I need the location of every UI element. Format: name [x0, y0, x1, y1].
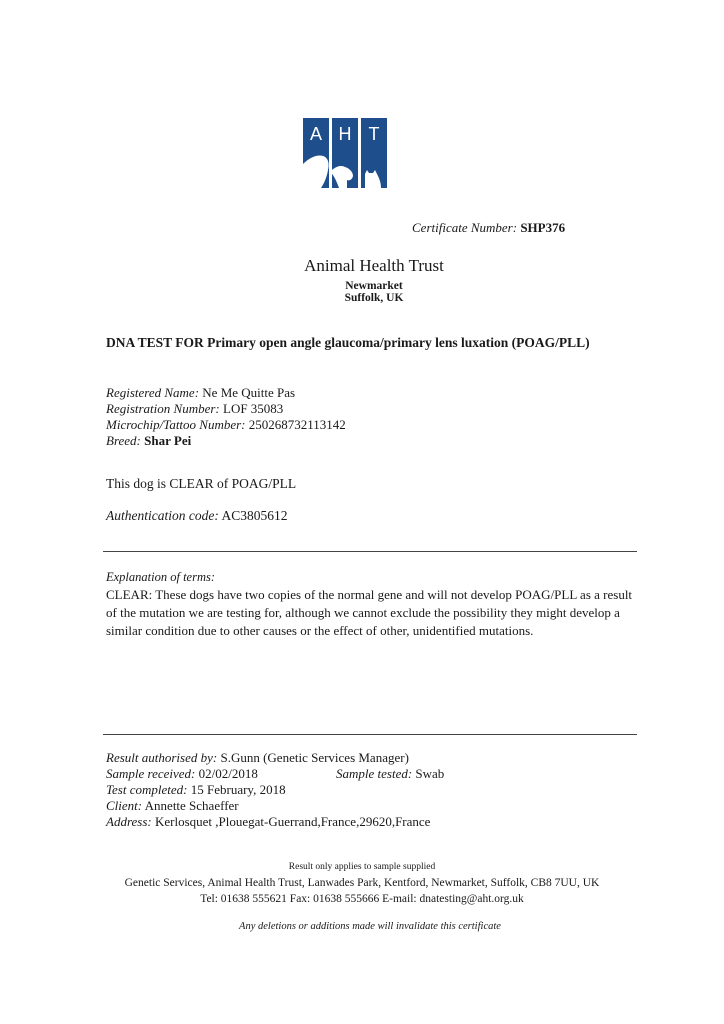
- logo-letter-a: A: [309, 124, 323, 144]
- disclaimer: Any deletions or additions made will invalidate this certificate: [239, 921, 501, 932]
- registered-name-label: Registered Name:: [106, 385, 200, 400]
- test-details: [106, 750, 445, 830]
- footer: [0, 859, 724, 907]
- client-value: Annette Schaeffer: [144, 798, 239, 813]
- organization-region: Suffolk, UK: [344, 292, 404, 304]
- microchip-value: 250268732113142: [248, 417, 346, 432]
- registration-number-value: LOF 35083: [223, 401, 284, 416]
- microchip-row: [106, 417, 346, 433]
- address-label: Address:: [106, 814, 152, 829]
- test-completed-value: 15 February, 2018: [190, 782, 286, 797]
- authorised-row: [106, 750, 430, 766]
- dog-info: [106, 385, 346, 449]
- sample-tested-label: Sample tested:: [336, 766, 413, 781]
- certificate-number-value: SHP376: [520, 220, 566, 235]
- authentication-code: [106, 508, 288, 524]
- registration-number-label: Registration Number:: [106, 401, 220, 416]
- authorised-label: Result authorised by:: [106, 750, 218, 765]
- test-prefix: DNA TEST FOR: [106, 335, 204, 350]
- sample-received-label: Sample received:: [106, 766, 196, 781]
- organization-location: [0, 280, 724, 304]
- registered-name-row: [106, 385, 346, 401]
- divider: [103, 551, 637, 552]
- sample-tested: [336, 766, 444, 782]
- explanation-of-terms: [106, 568, 641, 640]
- test-title: [106, 335, 590, 351]
- footer-contact: Tel: 01638 555621 Fax: 01638 555666 E-mail: dnatesting@aht.org.uk: [200, 893, 524, 905]
- organization-name: Animal Health Trust: [304, 256, 444, 275]
- client-row: [106, 798, 430, 814]
- breed-row: [106, 433, 346, 449]
- logo-letter-t: T: [368, 124, 380, 144]
- explanation-label: Explanation of terms:: [106, 570, 216, 584]
- aht-logo: [303, 118, 387, 188]
- sample-received-value: 02/02/2018: [198, 766, 258, 781]
- sample-row: [106, 766, 445, 782]
- authentication-code-label: Authentication code:: [106, 508, 219, 523]
- test-completed-label: Test completed:: [106, 782, 188, 797]
- footer-note: Result only applies to sample supplied: [288, 862, 436, 872]
- logo-letter-h: H: [338, 124, 352, 144]
- authorised-value: S.Gunn (Genetic Services Manager): [220, 750, 409, 765]
- breed-value: Shar Pei: [144, 433, 192, 448]
- microchip-label: Microchip/Tattoo Number:: [106, 417, 246, 432]
- result-statement: This dog is CLEAR of POAG/PLL: [106, 476, 297, 491]
- breed-label: Breed:: [106, 433, 141, 448]
- client-label: Client:: [106, 798, 143, 813]
- address-value: Kerlosquet ,Plouegat-Guerrand,France,29620,France: [155, 814, 431, 829]
- explanation-text: CLEAR: These dogs have two copies of the normal gene and will not develop POAG/PLL as a result of the mutation we are testing for, although we cannot exclude the possibility they might develop a similar condition due to other causes or the effect of other, unidentified mutations.: [106, 587, 633, 638]
- sample-tested-value: Swab: [415, 766, 445, 781]
- organization-town: Newmarket: [345, 280, 403, 292]
- test-completed-row: [106, 782, 430, 798]
- certificate-number: [412, 220, 565, 236]
- footer-address: Genetic Services, Animal Health Trust, Lanwades Park, Kentford, Newmarket, Suffolk, CB8 7UU, UK: [124, 877, 600, 889]
- address-row: [106, 814, 430, 830]
- certificate-number-label: Certificate Number:: [412, 220, 518, 235]
- registered-name-value: Ne Me Quitte Pas: [202, 385, 296, 400]
- test-name: Primary open angle glaucoma/primary lens luxation (POAG/PLL): [207, 335, 590, 350]
- divider: [103, 734, 637, 735]
- registration-number-row: [106, 401, 346, 417]
- authentication-code-value: AC3805612: [221, 508, 288, 523]
